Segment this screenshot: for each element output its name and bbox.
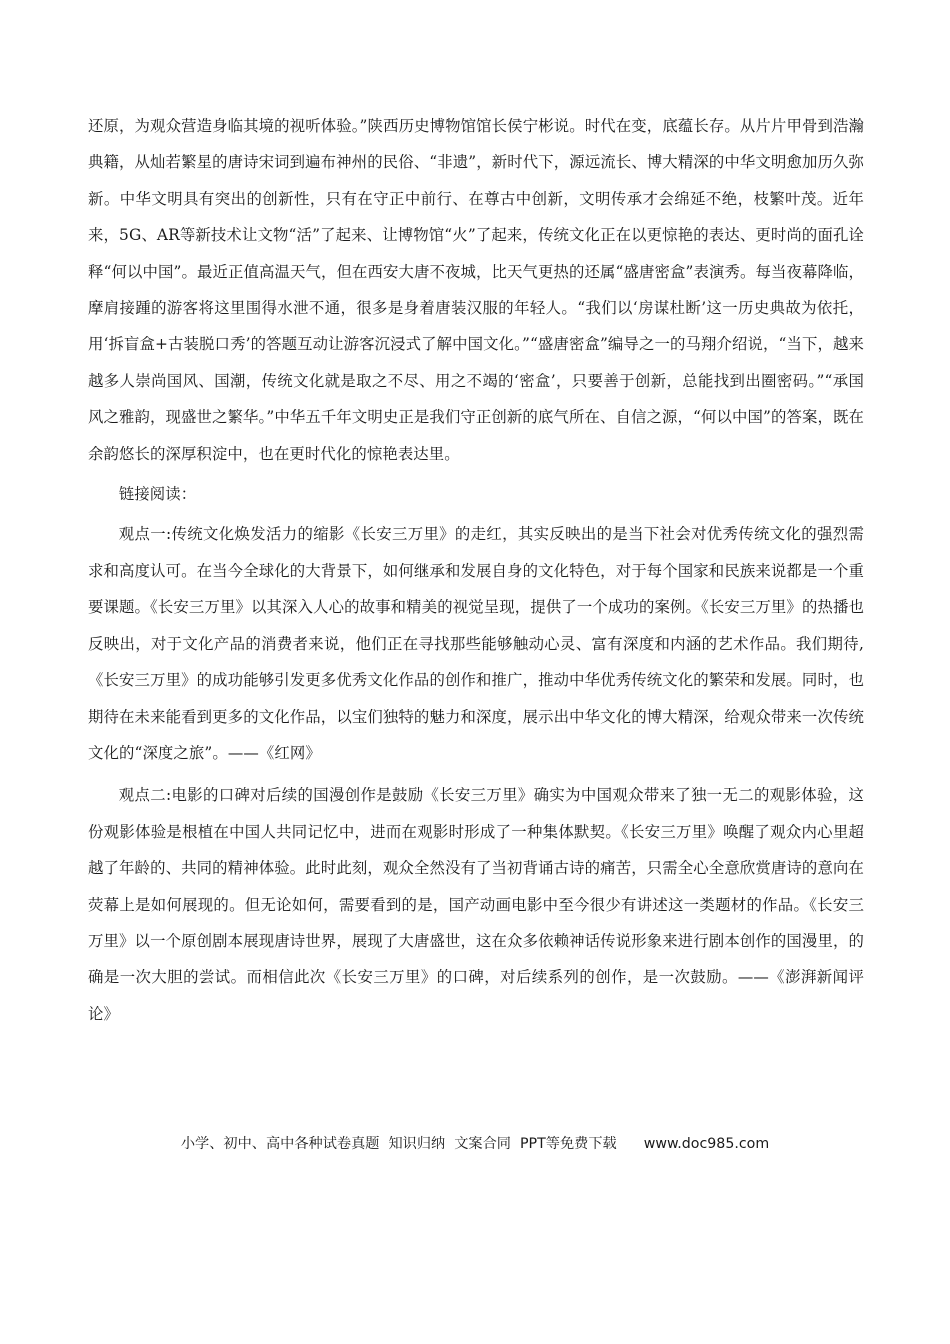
body-paragraph-1: 还原，为观众营造身临其境的视听体验。”陕西历史博物馆馆长侯宁彬说。时代在变，底蕴长存。从片片甲骨到浩瀚典籍，从灿若繁星的唐诗宋词到遍布神州的民俗、“非遗”，新时代下，源远流长、博大精深的中华文明愈加历久弥新。中华文明具有突出的创新性，只有在守正中前行、在尊古中创新，文明传承才会绵延不绝，枝繁叶茂。近年来，5G、AR等新技术让文物“活”了起来、让博物馆“火”了起来，传统文化正在以更惊艳的表达、更时尚的面孔诠释“何以中国”。最近正值高温天气，但在西安大唐不夜城，比天气更热的还属“盛唐密盒”表演秀。每当夜幕降临，摩肩接踵的游客将这里围得水泄不通，很多是身着唐装汉服的年轻人。“我们以‘房谋杜断’这一历史典故为依托，用‘拆盲盒+古装脱口秀’的答题互动让游客沉浸式了解中国文化。”“盛唐密盒”编导之一的马翔介绍说，“当下，越来越多人崇尚国风、国潮，传统文化就是取之不尽、用之不竭的‘密盒’，只要善于创新，总能找到出圈密码。”“承国风之雅韵，现盛世之繁华。”中华五千年文明史正是我们守正创新的底气所在、自信之源，“何以中国”的答案，既在余韵悠长的深厚积淀中，也在更时代化的惊艳表达里。 xyxy=(88,117,864,463)
document-body xyxy=(88,108,864,1032)
link-reading-heading: 链接阅读： xyxy=(118,485,197,504)
viewpoint-two-paragraph: 观点二:电影的口碑对后续的国漫创作是鼓励《长安三万里》确实为中国观众带来了独一无二的观影体验，这份观影体验是根植在中国人共同记忆中，进而在观影时形成了一种集体默契。《长安三万里》唤醒了观众内心里超越了年龄的、共同的精神体验。此时此刻，观众全然没有了当初背诵古诗的痛苦，只需全心全意欣赏唐诗的意向在荧幕上是如何展现的。但无论如何，需要看到的是，国产动画电影中至今很少有讲述这一类题材的作品。《长安三万里》以一个原创剧本展现唐诗世界，展现了大唐盛世，这在众多依赖神话传说形象来进行剧本创作的国漫里，的确是一次大胆的尝试。而相信此次《长安三万里》的口碑，对后续系列的创作，是一次鼓励。——《澎湃新闻评论》 xyxy=(88,786,864,1023)
viewpoint-one-paragraph: 观点一:传统文化焕发活力的缩影《长安三万里》的走红，其实反映出的是当下社会对优秀传统文化的强烈需求和高度认可。在当今全球化的大背景下，如何继承和发展自身的文化特色，对于每个国家和民族来说都是一个重要课题。《长安三万里》以其深入人心的故事和精美的视觉呈现，提供了一个成功的案例。《长安三万里》的热播也反映出，对于文化产品的消费者来说，他们正在寻找那些能够触动心灵、富有深度和内涵的艺术作品。我们期待,《长安三万里》的成功能够引发更多优秀文化作品的创作和推广，推动中华优秀传统文化的繁荣和发展。同时，也期待在未来能看到更多的文化作品，以宝们独特的魅力和深度，展示出中华文化的博大精深，给观众带来一次传统文化的“深度之旅”。——《红网》 xyxy=(88,525,864,762)
page-footer: 小学、初中、高中各种试卷真题 知识归纳 文案合同 PPT等免费下载 www.doc985.com xyxy=(180,1136,770,1152)
